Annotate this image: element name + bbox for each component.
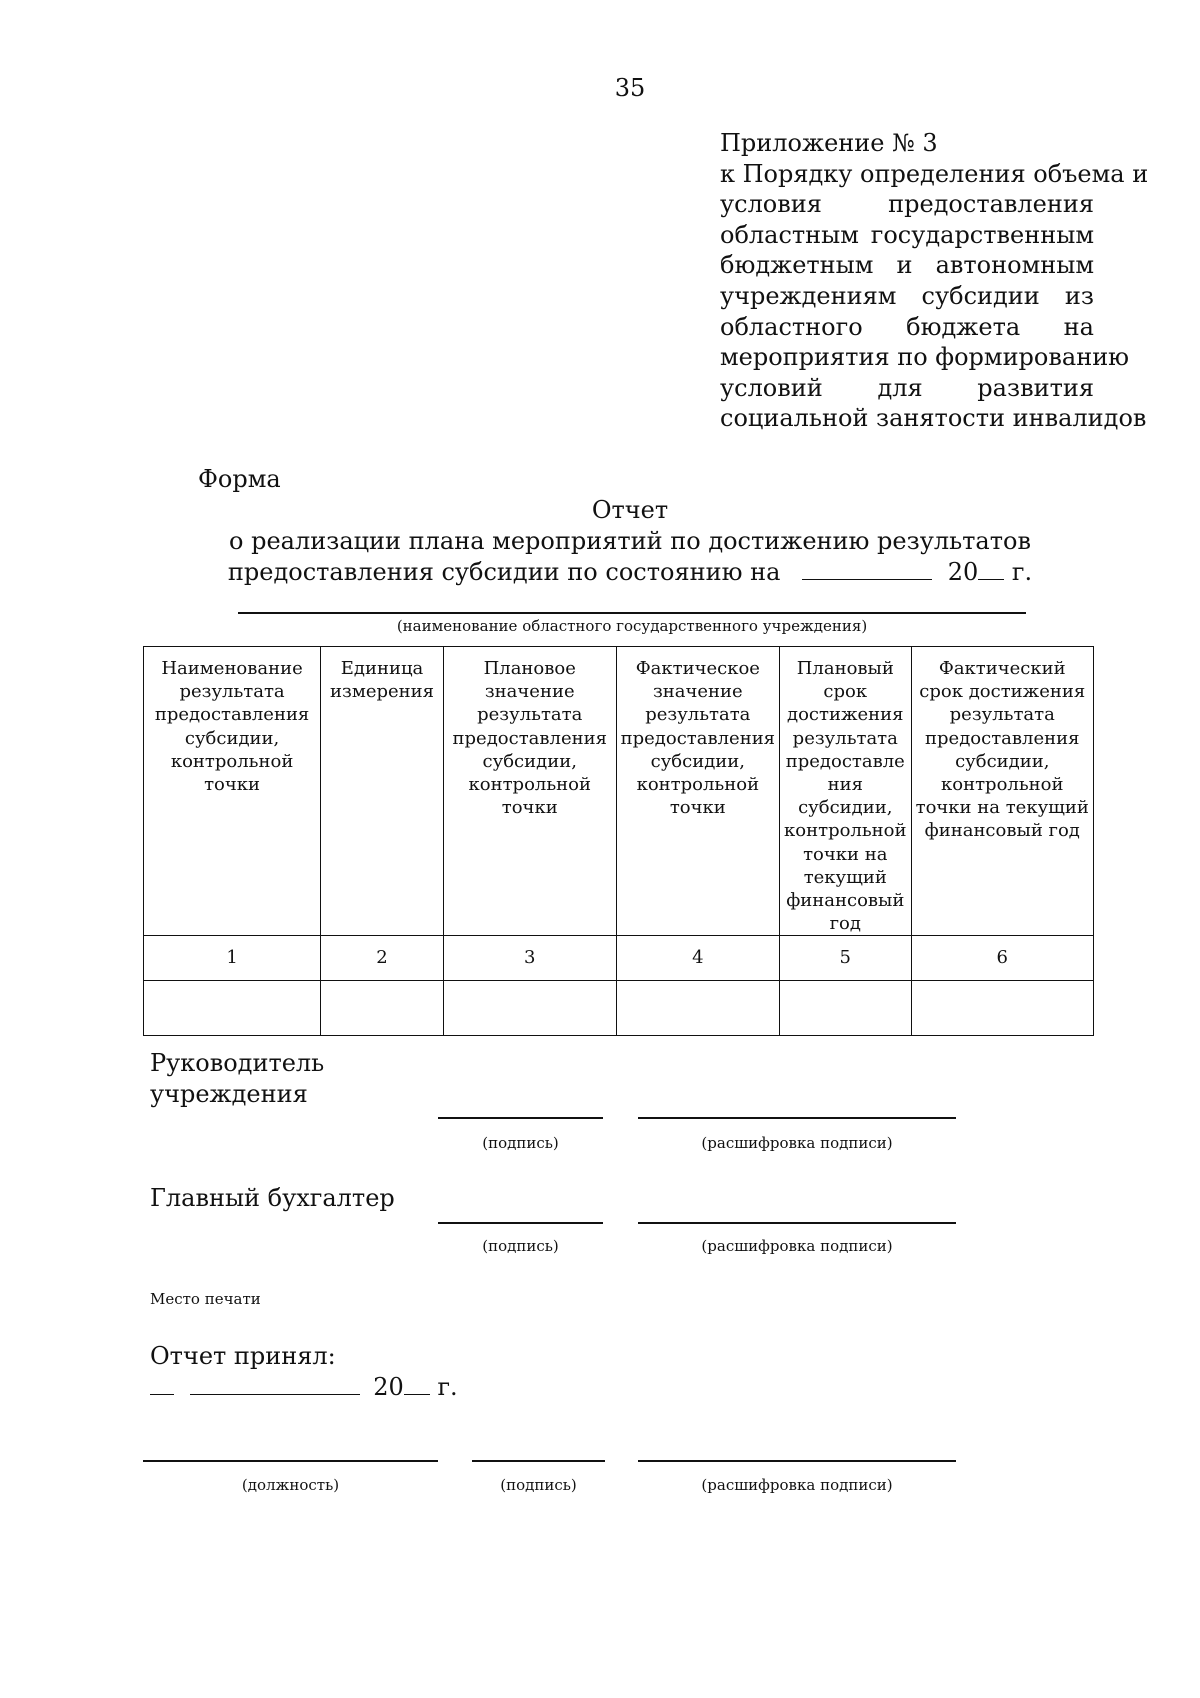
year-prefix: 20 [947, 558, 979, 586]
annex-line: условий для развития [720, 373, 1094, 402]
column-number: 4 [616, 936, 779, 981]
annex-line: учреждениям субсидии из [720, 281, 1094, 310]
decoding-caption: (расшифровка подписи) [701, 1237, 893, 1255]
head-label-line: Руководитель [150, 1049, 325, 1077]
head-signature-line[interactable] [438, 1117, 603, 1119]
annex-line: социальной занятости инвалидов [720, 404, 1147, 433]
page-number: 35 [614, 74, 646, 102]
annex-line: к Порядку определения объема и [720, 159, 1149, 188]
report-subtitle: о реализации плана мероприятий по достижению результатов [229, 527, 1031, 555]
signature-caption: (подпись) [500, 1476, 577, 1494]
accepted-label: Отчет принял: [150, 1342, 336, 1370]
accepted-year-blank[interactable] [404, 1372, 430, 1395]
year-blank[interactable] [978, 557, 1004, 580]
table-cell[interactable] [911, 981, 1093, 1036]
column-number: 2 [321, 936, 444, 981]
accepted-year-prefix: 20 [373, 1373, 404, 1401]
signature-caption: (подпись) [482, 1134, 559, 1152]
annex-line: Приложение № 3 [720, 129, 938, 157]
report-table [143, 646, 1094, 1036]
form-label: Форма [198, 465, 281, 493]
annex-line: областным государственным [720, 220, 1094, 249]
annex-line: областного бюджета на [720, 312, 1094, 341]
header-cell: Фактический срок достижения результата предоставления субсидии, контрольной точки на текущий финансовый год [911, 647, 1093, 936]
column-number: 1 [144, 936, 321, 981]
month-blank[interactable] [190, 1372, 360, 1395]
table-cell[interactable] [780, 981, 911, 1036]
accountant-signature-line[interactable] [438, 1222, 603, 1224]
header-cell: Наименование результата предоставления субсидии, контрольной точки [144, 647, 321, 936]
report-date-line [0, 557, 1200, 588]
table-cell[interactable] [443, 981, 616, 1036]
accepted-date-line [150, 1372, 458, 1403]
accountant-label: Главный бухгалтер [150, 1184, 395, 1212]
institution-caption: (наименование областного государственного учреждения) [396, 617, 868, 635]
annex-line: мероприятия по формированию [720, 343, 1130, 372]
accepted-decoding-line[interactable] [638, 1460, 956, 1462]
seal-label: Место печати [150, 1290, 261, 1308]
table-cell[interactable] [144, 981, 321, 1036]
table-cell[interactable] [321, 981, 444, 1036]
decoding-caption: (расшифровка подписи) [701, 1134, 893, 1152]
date-blank[interactable] [802, 557, 932, 580]
head-label-line: учреждения [150, 1080, 308, 1108]
day-blank[interactable] [150, 1372, 174, 1395]
header-cell: Единица измерения [321, 647, 444, 936]
accepted-signature-line[interactable] [472, 1460, 605, 1462]
year-suffix: г. [1011, 558, 1033, 586]
column-number: 3 [443, 936, 616, 981]
accepted-year-suffix: г. [437, 1373, 458, 1401]
table-cell[interactable] [616, 981, 779, 1036]
annex-block [720, 128, 1149, 434]
institution-name-line[interactable] [238, 612, 1026, 614]
header-cell: Фактическое значение результата предоставления субсидии, контрольной точки [616, 647, 779, 936]
header-cell: Плановый срок достижения результата предоставле ния субсидии, контрольной точки на текущий финансовый год [780, 647, 911, 936]
column-number: 6 [911, 936, 1093, 981]
accountant-decoding-line[interactable] [638, 1222, 956, 1224]
annex-line: условия предоставления [720, 190, 1094, 219]
position-line[interactable] [143, 1460, 438, 1462]
header-cell: Плановое значение результата предоставления субсидии, контрольной точки [443, 647, 616, 936]
column-number: 5 [780, 936, 911, 981]
report-date-prefix: предоставления субсидии по состоянию на [227, 558, 781, 586]
signature-caption: (подпись) [482, 1237, 559, 1255]
annex-line: бюджетным и автономным [720, 251, 1094, 280]
position-caption: (должность) [241, 1476, 340, 1494]
table-header-row [144, 647, 1094, 936]
table-row [144, 981, 1094, 1036]
table-number-row [144, 936, 1094, 981]
report-title: Отчет [591, 496, 669, 524]
decoding-caption: (расшифровка подписи) [701, 1476, 893, 1494]
head-label [150, 1048, 324, 1110]
head-decoding-line[interactable] [638, 1117, 956, 1119]
